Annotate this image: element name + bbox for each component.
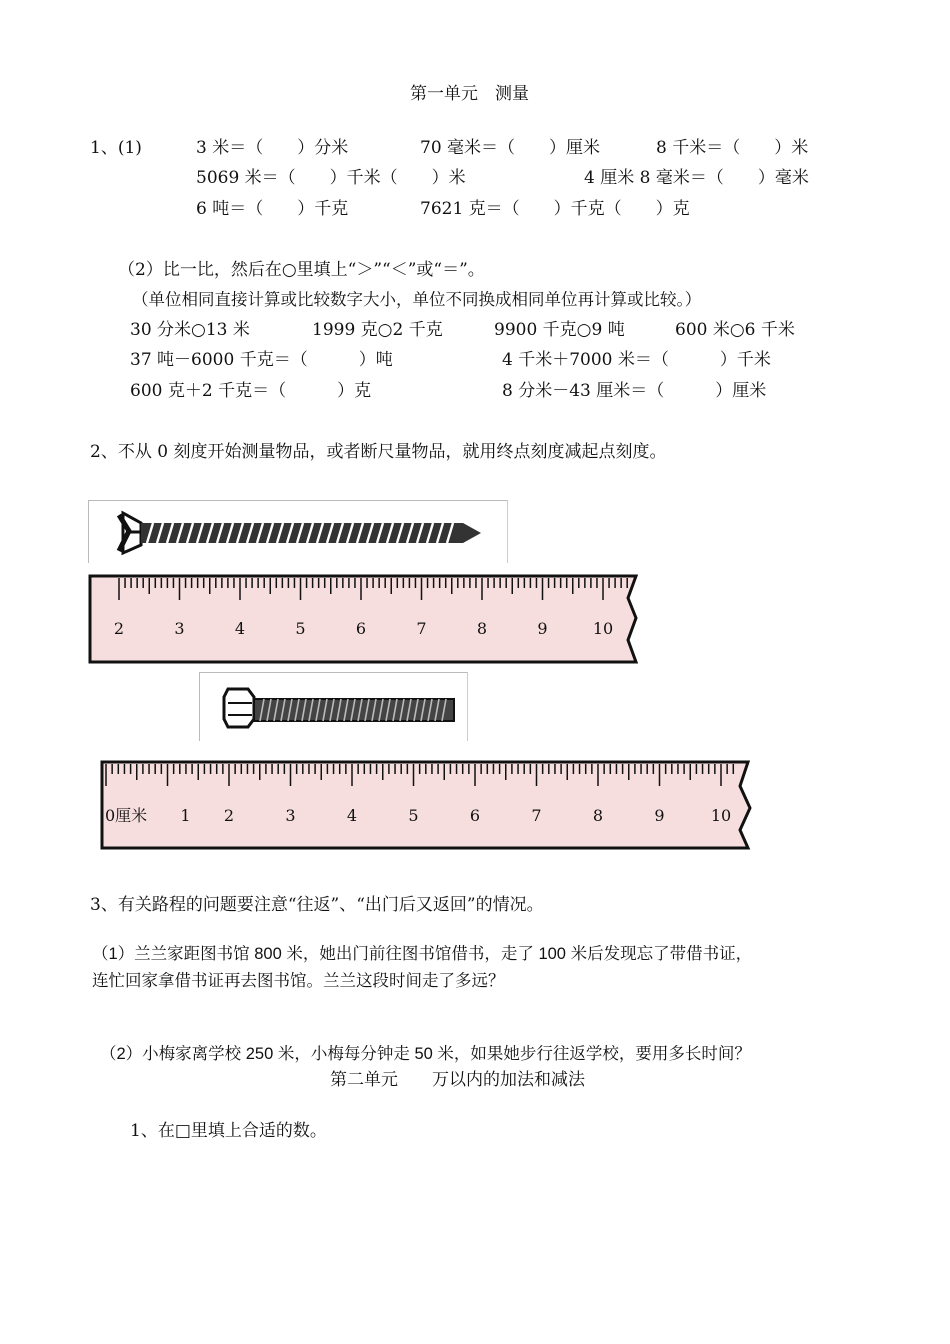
ruler-label: 9: [537, 619, 548, 638]
q3-text: 3、有关路程的问题要注意“往返”、“出门后又返回”的情况。: [90, 895, 544, 915]
ruler-label: 4: [234, 619, 246, 638]
unit2-title: 第二单元 万以内的加法和减法: [330, 1070, 585, 1090]
calc-item: 4 千米＋7000 米＝（ ）千米: [502, 350, 771, 370]
calc-item: 600 克＋2 千克＝（ ）克: [130, 381, 372, 401]
compare-item: 600 米○6 千米: [675, 320, 795, 340]
ruler-label: 8: [592, 806, 604, 825]
ruler-label: 7: [416, 619, 427, 638]
q3-problem-2: （2）小梅家离学校 250 米，小梅每分钟走 50 米，如果她步行往返学校，要用多长时间？: [100, 1045, 751, 1063]
conversion-item: 5069 米＝（ ）千米（ ）米: [196, 168, 466, 188]
ruler-label: 4: [346, 806, 358, 825]
conversion-item: 4 厘米 8 毫米＝（ ）毫米: [584, 168, 809, 188]
ruler-label: 10: [710, 806, 732, 825]
ruler-label: 2: [113, 619, 125, 638]
ruler-label: 6: [355, 619, 367, 638]
unit1-title: 第一单元 测量: [410, 84, 529, 104]
q1-label: 1、(1): [90, 138, 142, 158]
ruler-label: 5: [408, 806, 419, 825]
calc-item: 37 吨－6000 千克＝（ ）吨: [130, 350, 393, 370]
screw-image: [88, 500, 508, 563]
unit2-q1: 1、在□里填上合适的数。: [130, 1121, 327, 1141]
broken-ruler-1: [88, 570, 670, 668]
ruler-label: 5: [295, 619, 306, 638]
ruler-label: 0厘米: [105, 806, 148, 825]
compare-instruction: （2）比一比，然后在○里填上“＞”“＜”或“＝”。: [118, 260, 485, 280]
q2-text: 2、不从 0 刻度开始测量物品，或者断尺量物品，就用终点刻度减起点刻度。: [90, 442, 667, 462]
conversion-item: 70 毫米＝（ ）厘米: [420, 138, 601, 158]
q3-problem-1-line1: （1）兰兰家距图书馆 800 米，她出门前往图书馆借书，走了 100 米后发现忘了带借书证，: [92, 945, 753, 963]
conversion-item: 3 米＝（ ）分米: [196, 138, 349, 158]
ruler-label: 10: [592, 619, 614, 638]
conversion-item: 7621 克＝（ ）千克（ ）克: [420, 199, 690, 219]
ruler-label: 8: [476, 619, 488, 638]
ruler-label: 6: [469, 806, 481, 825]
compare-item: 9900 千克○9 吨: [494, 320, 625, 340]
bolt-image: [199, 672, 468, 741]
ruler-label: 1: [180, 806, 191, 825]
ruler-label: 3: [285, 806, 296, 825]
broken-ruler-2: [88, 752, 768, 858]
q3-problem-1-line2: 连忙回家拿借书证再去图书馆。兰兰这段时间走了多远？: [92, 972, 505, 990]
compare-item: 1999 克○2 千克: [312, 320, 443, 340]
calc-item: 8 分米－43 厘米＝（ ）厘米: [502, 381, 767, 401]
ruler-label: 7: [531, 806, 542, 825]
ruler-label: 2: [223, 806, 235, 825]
ruler-label: 3: [174, 619, 185, 638]
compare-item: 30 分米○13 米: [130, 320, 250, 340]
conversion-item: 8 千米＝（ ）米: [656, 138, 809, 158]
ruler-label: 9: [654, 806, 665, 825]
conversion-item: 6 吨＝（ ）千克: [196, 199, 349, 219]
compare-note: （单位相同直接计算或比较数字大小，单位不同换成相同单位再计算或比较。）: [132, 290, 702, 309]
